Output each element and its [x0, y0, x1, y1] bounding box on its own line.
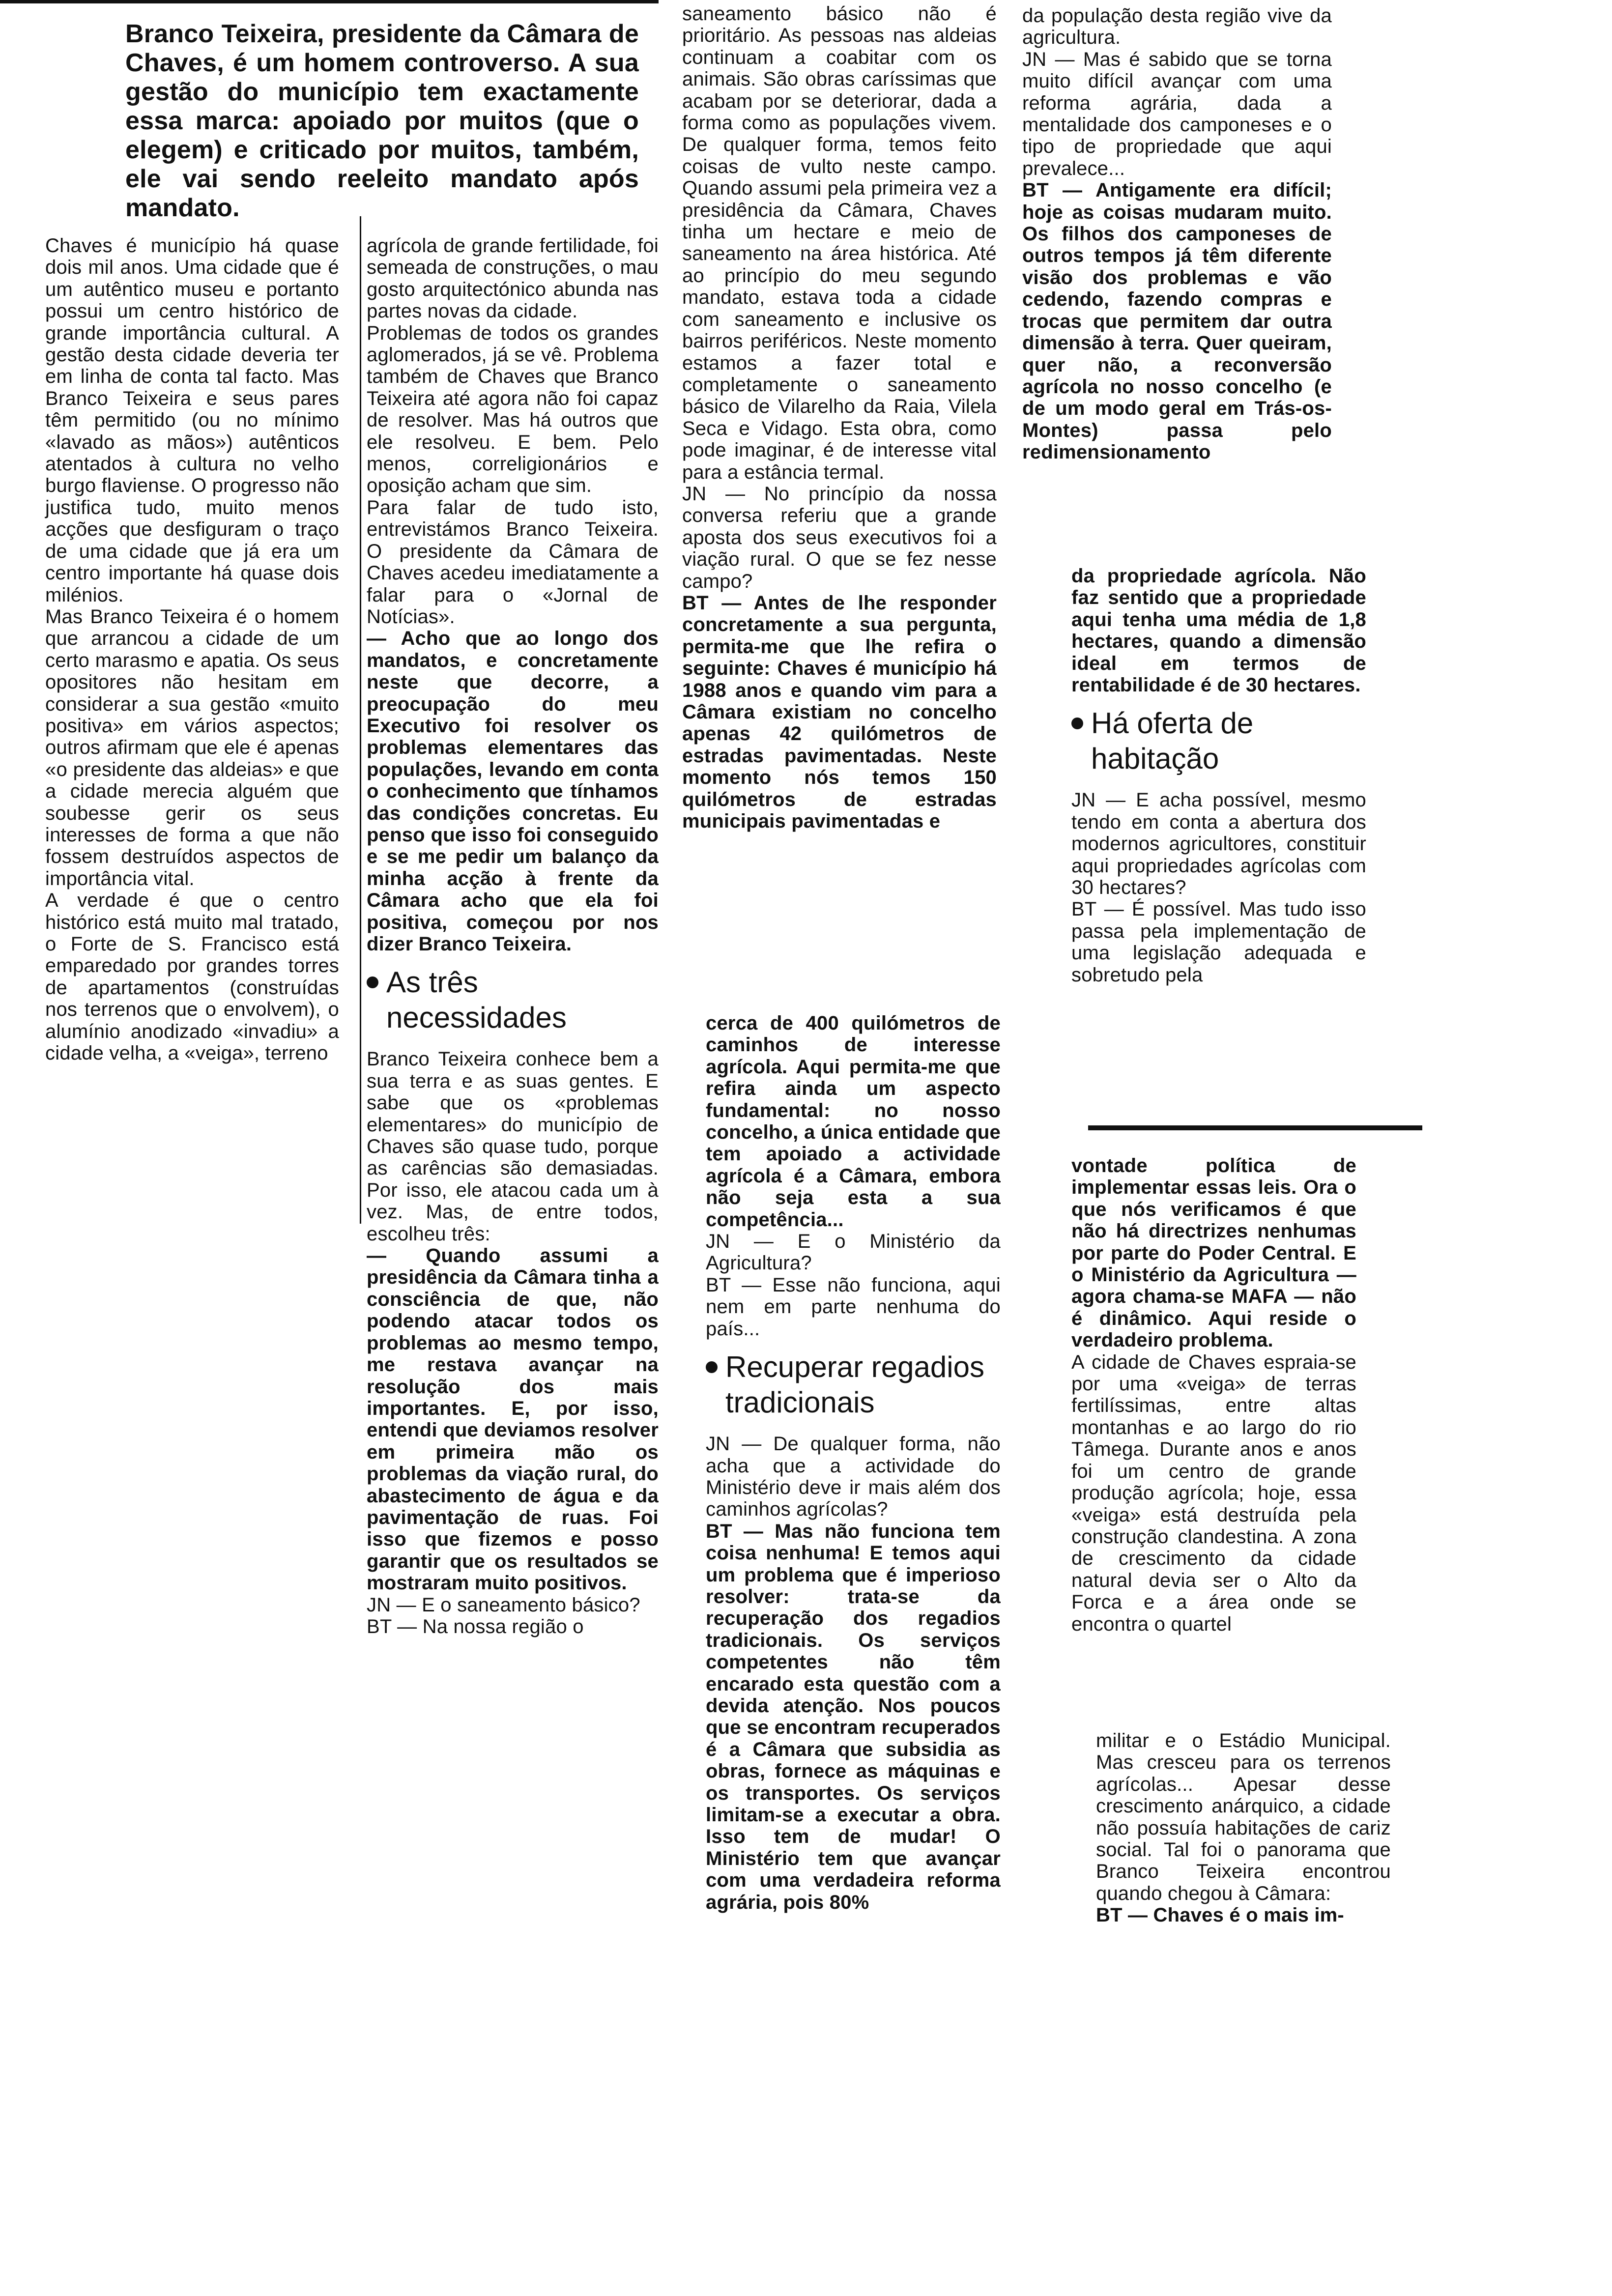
- paragraph: — Acho que ao longo dos mandatos, e concretamente neste que decorre, a preocupação do meu Executivo foi resolver os problemas elementares das populações, levando em conta o conhecimento que tínhamos das condições concretas. Eu penso que isso foi conseguido e se me pedir um balanço da minha acção à frente da Câmara acho que ela foi positiva, começou por nos dizer Branco Teixeira.: [367, 628, 659, 955]
- paragraph: JN — Mas é sabido que se torna muito difícil avançar com uma reforma agrária, dada a mentalidade dos camponeses e o tipo de propriedade que aqui prevalece...: [1022, 48, 1332, 179]
- column-4-continued: [1071, 565, 1366, 986]
- paragraph: JN — E acha possível, mesmo tendo em conta a abertura dos modernos agricultores, constituir aqui propriedades agrícolas com 30 hectares?: [1071, 789, 1366, 899]
- subheading-text: Recuperar regadios tradicionais: [725, 1350, 984, 1419]
- paragraph: saneamento básico não é prioritário. As pessoas nas aldeias continuam a coabitar com os animais. São obras caríssimas que acabam por se deteriorar, dada a forma como as populações vivem. De qualquer forma, temos feito coisas de vulto neste campo. Quando assumi pela primeira vez a presidência da Câmara, Chaves tinha um hectare e meio de saneamento na área histórica. Até ao princípio do meu segundo mandato, estava toda a cidade com saneamento e inclusive os bairros periféricos. Neste momento estamos a fazer total e completamente o saneamento básico de Vilarelho da Raia, Vilela Seca e Vidago. Esta obra, como pode imaginar, é de interesse vital para a estância termal.: [682, 3, 997, 483]
- subheading-text: As três necessidades: [386, 966, 567, 1034]
- bullet-icon: [706, 1361, 718, 1373]
- paragraph: BT — Mas não funciona tem coisa nenhuma! E temos aqui um problema que é imperioso resolver: trata-se da recuperação dos regadios tradicionais. Os serviços competentes não têm encarado esta questão com a devida atenção. Nos poucos que se encontram recuperados é a Câmara que subsidia as obras, fornece as máquinas e os transportes. Os serviços limitam-se a executar a obra. Isso tem de mudar! O Ministério tem que avançar com uma verdadeira reforma agrária, pois 80%: [706, 1520, 1001, 1913]
- paragraph: da propriedade agrícola. Não faz sentido que a propriedade aqui tenha uma média de 1,8 hectares, quando a dimensão ideal em termos de rentabilidade é de 30 hectares.: [1071, 565, 1366, 696]
- subheading-recuperar-regadios: [706, 1349, 1001, 1420]
- bullet-icon: [367, 976, 378, 988]
- bullet-icon: [1071, 718, 1083, 729]
- paragraph: cerca de 400 quilómetros de caminhos de interesse agrícola. Aqui permita-me que refira ainda um aspecto fundamental: no nosso concelho, a única entidade que tem apoiado a actividade agrícola é a Câmara, embora não seja esta a sua competência...: [706, 1012, 1001, 1231]
- column-4: [1022, 5, 1332, 463]
- paragraph: BT — É possível. Mas tudo isso passa pela implementação de uma legislação adequada e sobretudo pela: [1071, 898, 1366, 986]
- paragraph: Chaves é município há quase dois mil anos. Uma cidade que é um autêntico museu e portanto possui um centro histórico de grande importância cultural. A gestão desta cidade deveria ter em linha de conta tal facto. Mas Branco Teixeira e seus pares têm permitido (ou no mínimo «lavado as mãos») autênticos atentados à cultura no velho burgo flaviense. O progresso não justifica tudo, muito menos acções que desfiguram o traço de uma cidade que já era um centro importante há quase dois milénios.: [45, 235, 339, 606]
- section-rule: [1088, 1125, 1422, 1130]
- column-4-bottom: [1096, 1730, 1391, 1926]
- subheading-ha-oferta-de-habitacao: [1071, 706, 1366, 776]
- paragraph: A cidade de Chaves espraia-se por uma «veiga» de terras fertilíssimas, entre altas montanhas e ao largo do rio Tâmega. Durante anos e anos foi um centro de grande produção agrícola; hoje, essa «veiga» está destruída pela construção clandestina. A zona de crescimento da cidade natural devia ser o Alto da Forca e a área onde se encontra o quartel: [1071, 1351, 1356, 1635]
- column-1: [45, 235, 339, 1064]
- paragraph: BT — Esse não funciona, aqui nem em parte nenhuma do país...: [706, 1274, 1001, 1340]
- paragraph: vontade política de implementar essas leis. Ora o que nós verificamos é que não há directrizes nenhumas por parte do Poder Central. E o Ministério da Agricultura — agora chama-se MAFA — não é dinâmico. Aqui reside o verdadeiro problema.: [1071, 1155, 1356, 1351]
- paragraph: agrícola de grande fertilidade, foi semeada de construções, o mau gosto arquitectónico abunda nas partes novas da cidade.: [367, 235, 659, 322]
- paragraph: JN — E o saneamento básico?: [367, 1594, 640, 1616]
- paragraph: BT — Na nossa região o: [367, 1615, 584, 1637]
- column-3-continued: [706, 1012, 1001, 1913]
- paragraph: A verdade é que o centro histórico está muito mal tratado, o Forte de S. Francisco está emparedado por grandes torres de apartamentos (construídas nos terrenos que o envolvem), o alumínio anodizado «invadiu» a cidade velha, a «veiga», terreno: [45, 890, 339, 1064]
- paragraph: Branco Teixeira conhece bem a sua terra e as suas gentes. E sabe que os «problemas elementares» do município de Chaves são quase tudo, porque as carências são demasiadas. Por isso, ele atacou cada um à vez. Mas, de entre todos, escolheu três:: [367, 1048, 659, 1245]
- paragraph: — Quando assumi a presidência da Câmara tinha a consciência de que, não podendo atacar todos os problemas ao mesmo tempo, me restava avançar na resolução dos mais importantes. E, por isso, entendi que deviamos resolver em primeira mão os problemas da viação rural, do abastecimento de água e da pavimentação de ruas. Foi isso que fizemos e posso garantir que os resultados se mostraram muito positivos.: [367, 1245, 659, 1594]
- top-rule: [0, 0, 659, 3]
- paragraph: BT — Chaves é o mais im-: [1096, 1904, 1344, 1926]
- paragraph: Problemas de todos os grandes aglomerados, já se vê. Problema também de Chaves que Branco Teixeira até agora não foi capaz de resolver. Mas há outros que ele resolveu. E bem. Pelo menos, correligionários e oposição acham que sim.: [367, 322, 659, 497]
- column-rule: [360, 216, 361, 1224]
- paragraph: JN — De qualquer forma, não acha que a actividade do Ministério deve ir mais além dos caminhos agrícolas?: [706, 1433, 1001, 1521]
- paragraph: Mas Branco Teixeira é o homem que arrancou a cidade de um certo marasmo e apatia. Os seus opositores não hesitam em considerar a sua gestão «muito positiva» em vários aspectos; outros afirmam que ele é apenas «o presidente das aldeias» e que a cidade merecia alguém que soubesse gerir os seus interesses de forma a que não fossem destruídos aspectos de importância vital.: [45, 605, 339, 890]
- column-2: [367, 235, 659, 1637]
- paragraph: da população desta região vive da agricultura.: [1022, 5, 1332, 49]
- paragraph: Para falar de tudo isto, entrevistámos Branco Teixeira. O presidente da Câmara de Chaves acedeu imediatamente a falar para o «Jornal de Notícias».: [367, 496, 659, 628]
- paragraph: BT — Antigamente era difícil; hoje as coisas mudaram muito. Os filhos dos camponeses de outros tempos já têm diferente visão dos problemas e vão cedendo, fazendo compras e trocas que permitem dar outra dimensão à terra. Quer queiram, quer não, a reconversão agrícola no nosso concelho (e de um modo geral em Trás-os-Montes) passa pelo redimensionamento: [1022, 179, 1332, 463]
- subheading-as-tres-necessidades: [367, 965, 659, 1035]
- column-3: [682, 3, 997, 832]
- paragraph: JN — E o Ministério da Agricultura?: [706, 1231, 1001, 1274]
- paragraph: JN — No princípio da nossa conversa referiu que a grande aposta dos seus executivos foi a viação rural. O que se fez nesse campo?: [682, 483, 997, 592]
- subheading-text: Há oferta de habitação: [1091, 707, 1254, 775]
- paragraph: BT — Antes de lhe responder concretamente a sua pergunta, permita-me que lhe refira o seguinte: Chaves é município há 1988 anos e quando vim para a Câmara existiam no concelho apenas 42 quilómetros de estradas pavimentadas. Neste momento nós temos 150 quilómetros de estradas municipais pavimentadas e: [682, 592, 997, 832]
- paragraph: militar e o Estádio Municipal. Mas cresceu para os terrenos agrícolas... Apesar desse crescimento anárquico, a cidade não possuía habitações de cariz social. Tal foi o panorama que Branco Teixeira encontrou quando chegou à Câmara:: [1096, 1730, 1391, 1904]
- column-4-lower: [1071, 1155, 1356, 1635]
- article-lead: Branco Teixeira, presidente da Câmara de Chaves, é um homem controverso. A sua gestão do município tem exactamente essa marca: apoiado por muitos (que o elegem) e criticado por muitos, também, ele vai sendo reeleito mandato após mandato.: [125, 20, 639, 222]
